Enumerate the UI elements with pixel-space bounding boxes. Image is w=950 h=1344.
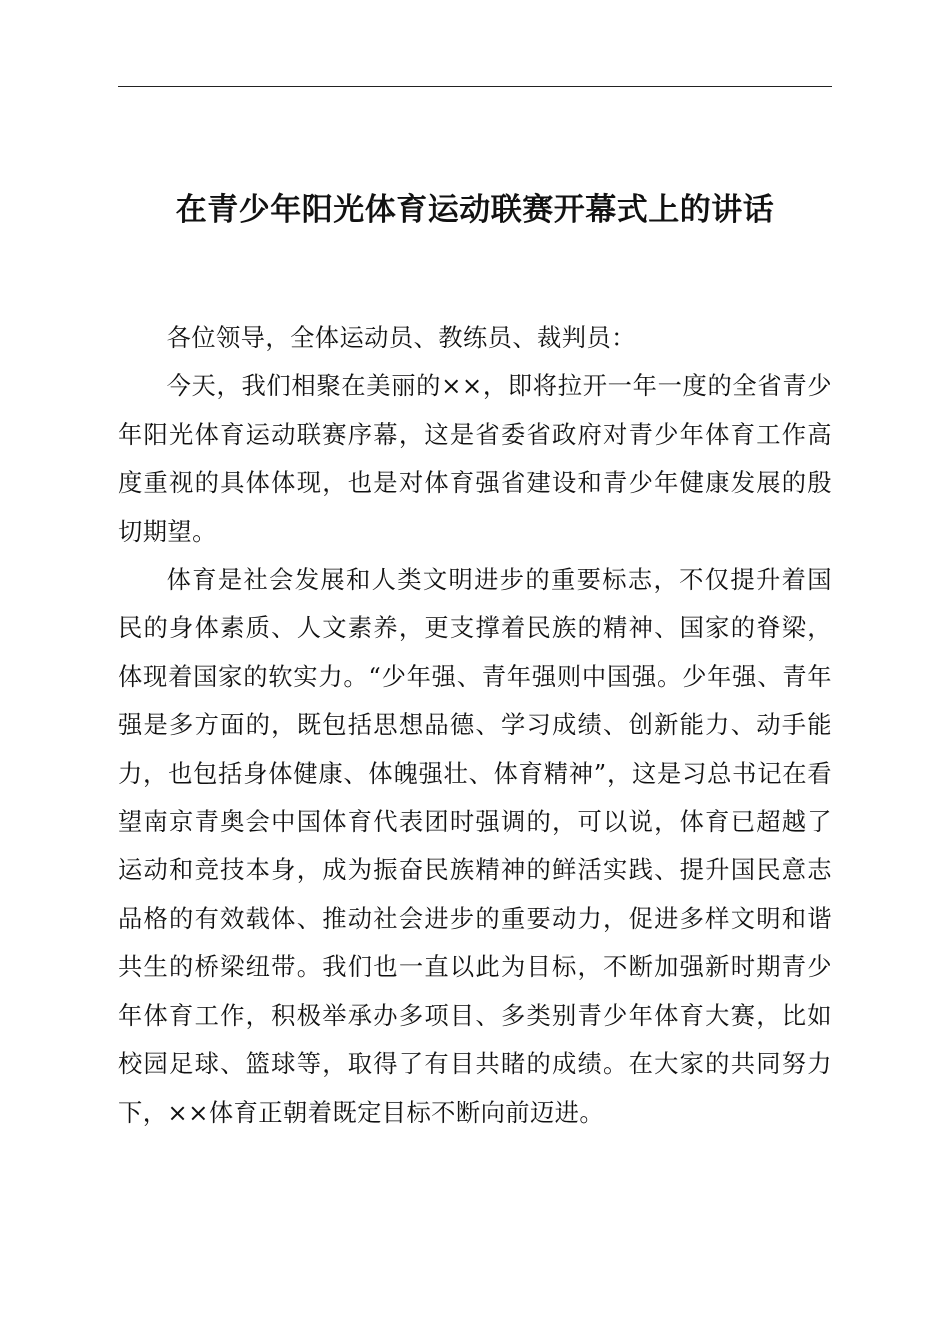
- header-rule: [118, 86, 832, 87]
- document-title: 在青少年阳光体育运动联赛开幕式上的讲话: [175, 192, 775, 228]
- paragraph-1: 今天，我们相聚在美丽的××，即将拉开一年一度的全省青少年阳光体育运动联赛序幕，这是省委省政府对青少年体育工作高度重视的具体体现，也是对体育强省建设和青少年健康发展的殷切期望。: [118, 371, 832, 546]
- paragraph-2: 体育是社会发展和人类文明进步的重要标志，不仅提升着国民的身体素质、人文素养，更支撑着民族的精神、国家的脊梁，体现着国家的软实力。“少年强、青年强则中国强。少年强、青年强是多方面的，既包括思想品德、学习成绩、创新能力、动手能力，也包括身体健康、体魄强壮、体育精神”，这是习总书记在看望南京青奥会中国体育代表团时强调的，可以说，体育已超越了运动和竞技本身，成为振奋民族精神的鲜活实践、提升国民意志品格的有效载体、推动社会进步的重要动力，促进多样文明和谐共生的桥梁纽带。我们也一直以此为目标，不断加强新时期青少年体育工作，积极举承办多项目、多类别青少年体育大赛，比如校园足球、篮球等，取得了有目共睹的成绩。在大家的共同努力下，××体育正朝着既定目标不断向前迈进。: [118, 565, 832, 1127]
- document-body: [118, 314, 832, 1137]
- salutation: 各位领导，全体运动员、教练员、裁判员：: [166, 323, 636, 352]
